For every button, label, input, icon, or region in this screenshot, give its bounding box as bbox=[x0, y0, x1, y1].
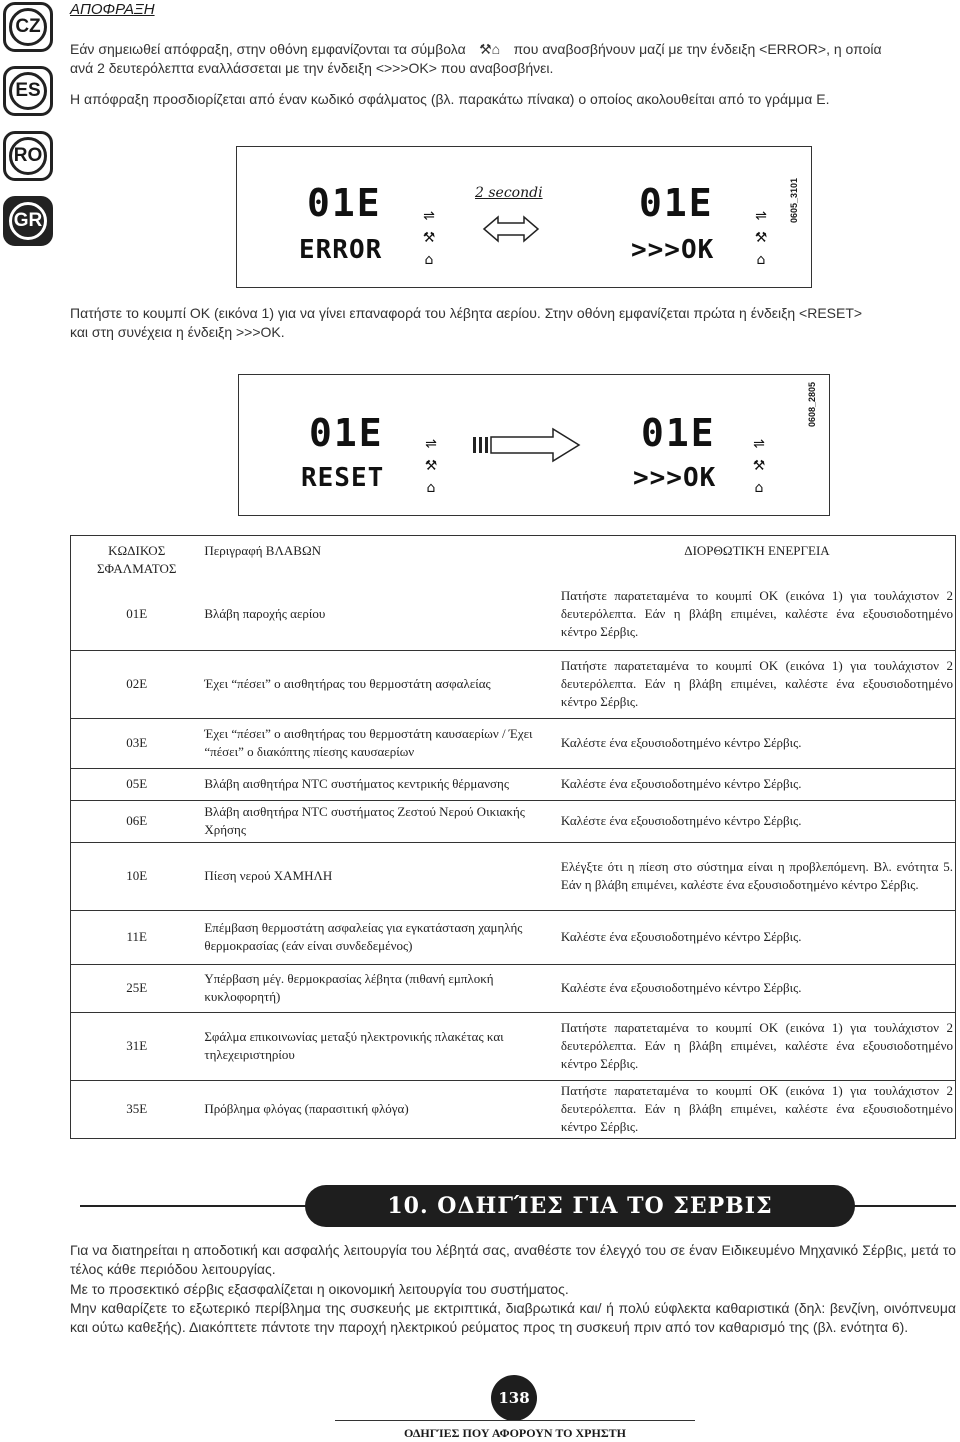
flame-icon: ⇌ bbox=[423, 208, 435, 224]
table-row bbox=[71, 1012, 956, 1080]
table-header-row bbox=[71, 536, 956, 579]
lcd-ok-text: >>>OK bbox=[633, 463, 717, 493]
error-code-cell: 06E bbox=[71, 800, 203, 842]
lcd-status-icons bbox=[421, 433, 441, 499]
language-badge-label: ES bbox=[9, 72, 47, 110]
figure-code: 0605_3101 bbox=[789, 177, 799, 223]
table-row bbox=[71, 718, 956, 768]
error-description-cell: Σφάλμα επικοινωνίας μεταξύ ηλεκτρονικής πλακέτας και τηλεχειριστηρίου bbox=[202, 1012, 559, 1080]
error-description-cell: Βλάβη αισθητήρα NTC συστήματος Ζεστού Νερού Οικιακής Χρήσης bbox=[202, 800, 559, 842]
reset-line-2: και στη συνέχεια η ένδειξη >>>OK. bbox=[70, 324, 285, 340]
table-row bbox=[71, 910, 956, 964]
reset-line-1: Πατήστε το κουμπί OK (εικόνα 1) για να γίνει επαναφορά του λέβητα αερίου. Στην οθόνη εμφανίζεται πρώτα η ένδειξη <RESET> bbox=[70, 305, 863, 321]
table-row bbox=[71, 650, 956, 718]
error-description-cell: Έχει “πέσει” ο αισθητήρας του θερμοστάτη καυσαερίων / Έχει “πέσει” ο διακόπτης πίεσης καυσαερίων bbox=[202, 718, 559, 768]
error-description-cell: Πίεση νερού ΧΑΜΗΛΗ bbox=[202, 842, 559, 910]
double-arrow-icon bbox=[482, 215, 540, 247]
flame-icon: ⇌ bbox=[425, 436, 437, 452]
corrective-action-cell: Καλέστε ένα εξουσιοδοτημένο κέντρο Σέρβις. bbox=[559, 768, 956, 800]
table-row bbox=[71, 578, 956, 650]
corrective-action-cell: Πατήστε παρατεταμένα το κουμπί OK (εικόνα 1) για τουλάχιστον 2 δευτερόλεπτα. Εάν η βλάβη επιμένει, καλέστε ένα εξουσιοδοτημένο κέντρο Σέρβις. bbox=[560, 587, 953, 639]
service-paragraph-1: Για να διατηρείται η αποδοτική και ασφαλής λειτουργία του λέβητά σας, αναθέστε τον έλεγχό του σε έναν Ειδικευμένο Μηχανικό Σέρβις, μετά το τέλος κάθε περιόδου λειτουργίας. bbox=[70, 1242, 956, 1277]
header-code-line-1: ΚΩΔΙΚΟΣ bbox=[108, 543, 166, 558]
table-row bbox=[71, 964, 956, 1012]
language-badge-ro bbox=[3, 131, 53, 181]
section-heading-bar bbox=[80, 1185, 956, 1227]
error-code-cell: 10E bbox=[71, 842, 203, 910]
error-description-cell: Έχει “πέσει” ο αισθητήρας του θερμοστάτη ασφαλείας bbox=[202, 650, 559, 718]
lcd-reset-text: RESET bbox=[301, 463, 385, 493]
error-code-cell: 31E bbox=[71, 1012, 203, 1080]
lcd-status-icons bbox=[749, 433, 769, 499]
table-row bbox=[71, 800, 956, 842]
intro-line-2: ανά 2 δευτερόλεπτα εναλλάσσεται με την ένδειξη <>>>OK> που αναβοσβήνει. bbox=[70, 60, 554, 76]
corrective-action-cell: Πατήστε παρατεταμένα το κουμπί OK (εικόνα 1) για τουλάχιστον 2 δευτερόλεπτα. Εάν η βλάβη επιμένει, καλέστε ένα εξουσιοδοτημένο κέντρο Σέρβις. bbox=[559, 1012, 956, 1080]
header-code-line-2: ΣΦΑΛΜΑΤΟΣ bbox=[96, 561, 177, 576]
wrench-house-icon: ⚒⌂ bbox=[479, 41, 501, 57]
corrective-action-cell: Καλέστε ένα εξουσιοδοτημένο κέντρο Σέρβις. bbox=[559, 718, 956, 768]
service-paragraph-2: Με το προσεκτικό σέρβις εξασφαλίζεται η οικονομική λειτουργία του συστήματος. bbox=[70, 1281, 569, 1297]
error-code-cell: 05E bbox=[71, 768, 203, 800]
intro-line-1b: που αναβοσβήνουν μαζί με την ένδειξη <ERROR>, η οποία bbox=[513, 41, 882, 57]
header-action: ΔΙΟΡΘΩΤΙΚΉ ΕΝΕΡΓΕΙΑ bbox=[684, 543, 830, 558]
lcd-status-icons bbox=[751, 205, 771, 271]
table-row bbox=[71, 1080, 956, 1138]
error-code-cell: 02E bbox=[71, 650, 203, 718]
section-heading: 10. ΟΔΗΓΊΕΣ ΓΙΑ ΤΟ ΣΕΡΒΙΣ bbox=[305, 1185, 855, 1227]
lcd-error-code: 01E bbox=[639, 181, 714, 225]
footer-text: ΟΔΗΓΊΕΣ ΠΟΥ ΑΦΟΡΟΥΝ ΤΟ ΧΡΗΣΤΗ bbox=[403, 1426, 627, 1440]
lcd-error-code: 01E bbox=[641, 411, 716, 455]
error-description-cell: Πρόβλημα φλόγας (παρασιτική φλόγα) bbox=[202, 1080, 559, 1138]
wrench-icon: ⚒ bbox=[752, 458, 766, 474]
figure-reset-display bbox=[238, 374, 830, 516]
error-description-cell: Επέμβαση θερμοστάτη ασφαλείας για εγκατάσταση χαμηλής θερμοκρασίας (εάν είναι συνδεδεμένος) bbox=[202, 910, 559, 964]
error-description-cell: Βλάβη παροχής αερίου bbox=[204, 605, 326, 621]
lcd-error-code: 01E bbox=[307, 181, 382, 225]
language-badge-es bbox=[3, 66, 53, 116]
corrective-action-cell: Καλέστε ένα εξουσιοδοτημένο κέντρο Σέρβις. bbox=[559, 910, 956, 964]
reset-paragraph bbox=[70, 304, 950, 342]
table-row bbox=[71, 842, 956, 910]
error-code-cell: 11E bbox=[71, 910, 203, 964]
language-badge-label: RO bbox=[9, 137, 47, 175]
house-icon: ⌂ bbox=[424, 252, 434, 268]
lcd-status-icons bbox=[419, 205, 439, 271]
language-badge-gr bbox=[3, 196, 53, 246]
corrective-action-cell: Πατήστε παρατεταμένα το κουμπί OK (εικόνα 1) για τουλάχιστον 2 δευτερόλεπτα. Εάν η βλάβη επιμένει, καλέστε ένα εξουσιοδοτημένο κέντρο Σέρβις. bbox=[559, 650, 956, 718]
error-code-cell: 35E bbox=[71, 1080, 203, 1138]
service-paragraph-3: Μην καθαρίζετε το εξωτερικό περίβλημα της συσκευής με εκτριπτικά, διαβρωτικά και/ ή πολύ εύφλεκτα καθαριστικά (δηλ: βενζίνη, οινόπνευμα και ούτω καθεξής). Διακόπτετε πάντοτε την παροχή ηλεκτρικού ρεύματος προς τη συσκευή πριν από τον καθαρισμό της (βλ. ενότητα 6). bbox=[70, 1300, 956, 1335]
page-number: 138 bbox=[491, 1375, 537, 1421]
intro-line-1 bbox=[70, 40, 950, 59]
house-icon: ⌂ bbox=[756, 252, 766, 268]
error-description-cell: Βλάβη αισθητήρα NTC συστήματος κεντρικής θέρμανσης bbox=[202, 768, 559, 800]
corrective-action-cell: Πατήστε παρατεταμένα το κουμπί OK (εικόνα 1) για τουλάχιστον 2 δευτερόλεπτα. Εάν η βλάβη επιμένει, καλέστε ένα εξουσιοδοτημένο κέντρο Σέρβις. bbox=[559, 1080, 956, 1138]
header-description: Περιγραφή ΒΛΑΒΩΝ bbox=[204, 543, 321, 558]
section-title: ΑΠΟΦΡΑΞΗ bbox=[70, 1, 155, 18]
right-arrow-icon bbox=[471, 427, 583, 467]
table-row bbox=[71, 768, 956, 800]
figure-caption: 2 secondi bbox=[475, 185, 543, 201]
footer-rule bbox=[335, 1420, 695, 1421]
language-badge-label: GR bbox=[9, 202, 47, 240]
wrench-icon: ⚒ bbox=[422, 230, 436, 246]
intro-line-3: Η απόφραξη προσδιορίζεται από έναν κωδικό σφάλματος (βλ. παρακάτω πίνακα) ο οποίος ακολουθείται από το γράμμα E. bbox=[70, 91, 830, 107]
wrench-icon: ⚒ bbox=[754, 230, 768, 246]
lcd-ok-text: >>>OK bbox=[631, 235, 715, 265]
language-badge-label: CZ bbox=[9, 8, 47, 46]
lcd-error-text: ERROR bbox=[299, 235, 383, 265]
corrective-action-cell: Καλέστε ένα εξουσιοδοτημένο κέντρο Σέρβις. bbox=[559, 964, 956, 1012]
error-description-cell: Υπέρβαση μέγ. θερμοκρασίας λέβητα (πιθανή εμπλοκή κυκλοφορητή) bbox=[202, 964, 559, 1012]
figure-error-display bbox=[236, 146, 812, 288]
wrench-icon: ⚒ bbox=[424, 458, 438, 474]
figure-code: 0608_2805 bbox=[807, 381, 817, 427]
error-code-table bbox=[70, 535, 956, 1139]
corrective-action-cell: Ελέγξτε ότι η πίεση στο σύστημα είναι η προβλεπόμενη. Βλ. ενότητα 5. Εάν η βλάβη επιμένει, καλέστε ένα εξουσιοδοτημένο κέντρο Σέρβις. bbox=[559, 842, 956, 910]
error-code-cell: 03E bbox=[71, 718, 203, 768]
house-icon: ⌂ bbox=[754, 480, 764, 496]
lcd-error-code: 01E bbox=[309, 411, 384, 455]
error-code-cell: 01E bbox=[126, 605, 148, 621]
flame-icon: ⇌ bbox=[753, 436, 765, 452]
header-code bbox=[71, 536, 203, 579]
flame-icon: ⇌ bbox=[755, 208, 767, 224]
corrective-action-cell: Καλέστε ένα εξουσιοδοτημένο κέντρο Σέρβις. bbox=[559, 800, 956, 842]
house-icon: ⌂ bbox=[426, 480, 436, 496]
intro-paragraph bbox=[70, 40, 950, 109]
language-badge-cz bbox=[3, 2, 53, 52]
error-code-cell: 25E bbox=[71, 964, 203, 1012]
intro-line-1a: Εάν σημειωθεί απόφραξη, στην οθόνη εμφανίζονται τα σύμβολα bbox=[70, 41, 466, 57]
